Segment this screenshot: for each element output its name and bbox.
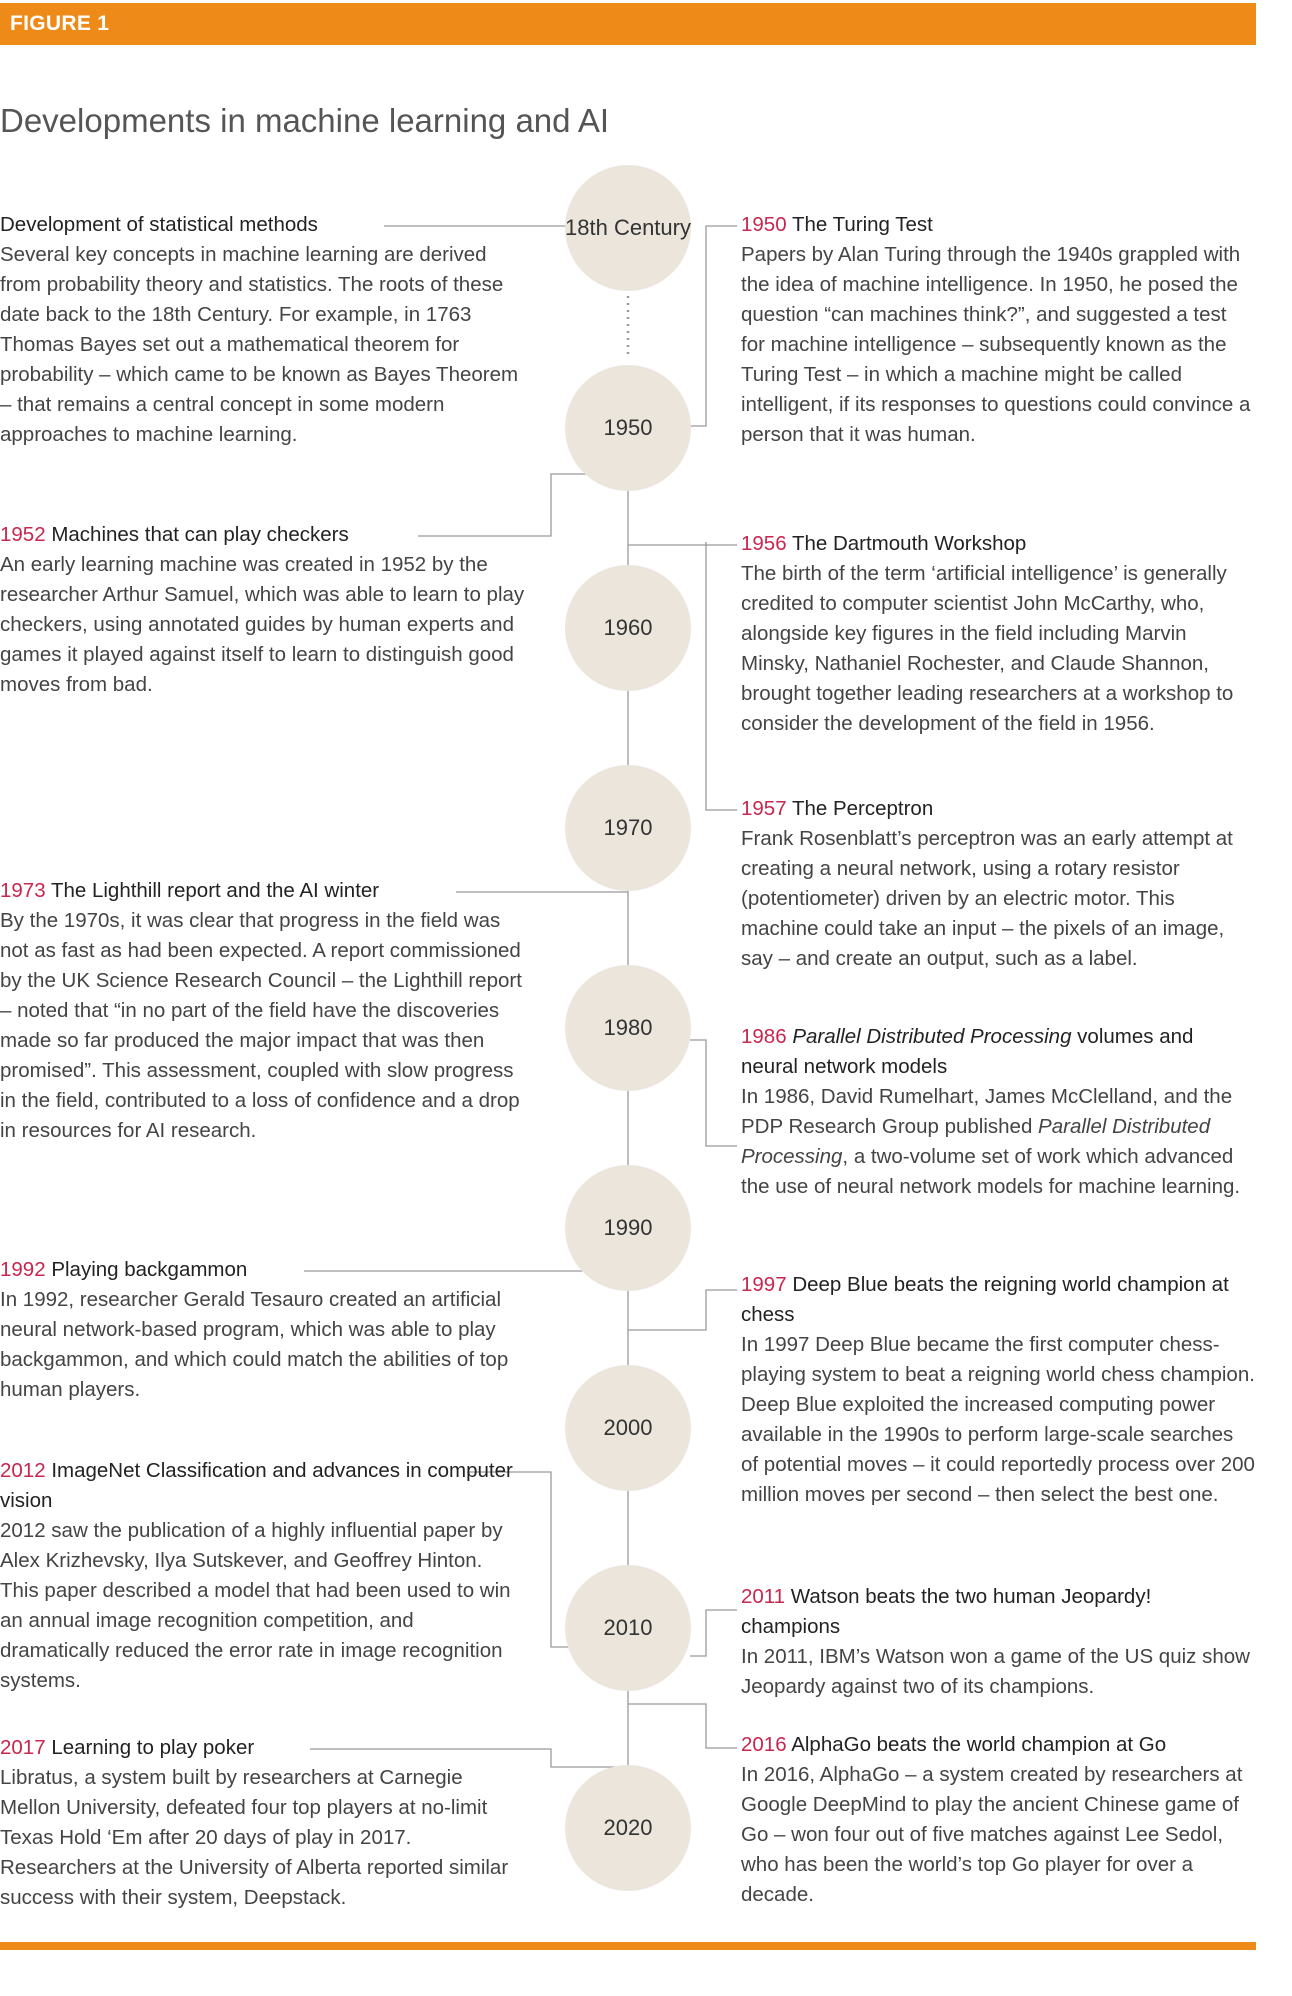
entry-body: In 1992, researcher Gerald Tesauro created an artificial neural network-based program, which was able to play backgammon, and which could match the abilities of top human players. [0,1288,509,1401]
timeline-node-2010: 2010 [565,1565,691,1691]
entry-1973-lighthill [0,876,530,1146]
bottom-rule [0,1942,1256,1950]
entry-1950-turing [741,210,1256,450]
conn-pdp [690,1040,737,1146]
entry-2012-imagenet [0,1456,525,1696]
entry-body: 2012 saw the publication of a highly influential paper by Alex Krizhevsky, Ilya Sutskever, and Geoffrey Hinton. This paper described a model that had been used to win an annual image recognition competition, and dramatically reduced the error rate in image recognition systems. [0,1519,511,1692]
entry-body: Papers by Alan Turing through the 1940s grappled with the idea of machine intelligence. In 1950, he posed the question “can machines think?”, and suggested a test for machine intelligence – subsequently known as the Turing Test – in which a machine might be called intelligent, if its responses to questions could convince a person that it was human. [741,243,1251,446]
entry-year: 2011 [741,1585,786,1608]
entry-heading: The Perceptron [791,797,934,820]
entry-body-pre: In 1986, David Rumelhart, James McClelland, and the PDP Research Group published [741,1085,1233,1138]
figure-title: Developments in machine learning and AI [0,102,610,140]
timeline-node-1980: 1980 [565,965,691,1091]
timeline-node-2020: 2020 [565,1765,691,1891]
entry-year: 1992 [0,1258,46,1281]
entry-body-post: , a two-volume set of work which advanced the use of neural network models for machine learning. [741,1145,1241,1198]
entry-2011-watson [741,1582,1256,1702]
entry-heading: Learning to play poker [51,1736,255,1759]
entry-heading: The Lighthill report and the AI winter [50,879,380,902]
entry-body: Libratus, a system built by researchers at Carnegie Mellon University, defeated four top players at no-limit Texas Hold ‘Em after 20 days of play in 2017. Researchers at the University of Alberta reported similar success with their system, Deepstack. [0,1766,509,1909]
entry-body: By the 1970s, it was clear that progress in the field was not as fast as had been expected. A report commissioned by the UK Science Research Council – the Lighthill report – noted that “in no part of the field have the discoveries made so far produced the major impact that was then promised”. This assessment, coupled with slow progress in the field, contributed to a loss of confidence and a drop in resources for AI research. [0,909,522,1142]
entry-2017-poker [0,1733,525,1913]
entry-heading: AlphaGo beats the world champion at Go [791,1733,1167,1756]
entry-body-italic: Parallel Distributed Processing [741,1115,1211,1168]
timeline-node-1950: 1950 [565,365,691,491]
entry-2016-alphago [741,1730,1256,1910]
entry-year: 2016 [741,1733,787,1756]
entry-heading: Development of statistical methods [0,213,318,236]
entry-1986-pdp [741,1022,1256,1202]
conn-perceptron [706,542,737,810]
entry-heading: Deep Blue beats the reigning world champion at chess [741,1273,1229,1326]
figure-label-banner: FIGURE 1 [0,3,1256,45]
timeline-node-1970: 1970 [565,765,691,891]
entry-heading: Playing backgammon [51,1258,248,1281]
conn-alphago [628,1704,737,1748]
entry-heading: The Turing Test [791,213,933,236]
entry-body: In 2016, AlphaGo – a system created by researchers at Google DeepMind to play the ancient Chinese game of Go – won four out of five matches against Lee Sedol, who has been the world’s top Go player for over a decade. [741,1763,1243,1906]
entry-1956-dartmouth [741,529,1256,739]
timeline-node-2000: 2000 [565,1365,691,1491]
entry-body: The birth of the term ‘artificial intelligence’ is generally credited to computer scientist John McCarthy, who, alongside key figures in the field including Marvin Minsky, Nathaniel Rochester, and Claude Shannon, brought together leading researchers at a workshop to consider the development of the field in 1956. [741,562,1234,735]
entry-year: 1952 [0,523,46,546]
entry-heading: Watson beats the two human Jeopardy! champions [741,1585,1152,1638]
entry-heading: The Dartmouth Workshop [791,532,1027,555]
entry-year: 2017 [0,1736,46,1759]
entry-1957-perceptron [741,794,1256,974]
entry-year: 2012 [0,1459,46,1482]
entry-1997-deep-blue [741,1270,1256,1510]
entry-body [741,1082,1256,1202]
entry-year: 1973 [0,879,46,902]
entry-1952-checkers [0,520,530,700]
entry-1992-backgammon [0,1255,515,1405]
entry-year: 1997 [741,1273,787,1296]
entry-body: Frank Rosenblatt’s perceptron was an early attempt at creating a neural network, using a rotary resistor (potentiometer) driven by an electric motor. This machine could take an input – the pixels of an image, say – and create an output, such as a label. [741,827,1233,970]
entry-body: In 1997 Deep Blue became the first computer chess-playing system to beat a reigning world chess champion. Deep Blue exploited the increased computing power available in the 1990s to perform large-scale searches of potential moves – it could reportedly process over 200 million moves per second – then select the best one. [741,1333,1255,1506]
entry-heading: volumes and neural network models [741,1025,1194,1078]
entry-year: 1956 [741,532,787,555]
entry-year: 1957 [741,797,787,820]
timeline-node-1990: 1990 [565,1165,691,1291]
timeline-node-1960: 1960 [565,565,691,691]
entry-body: In 2011, IBM’s Watson won a game of the US quiz show Jeopardy against two of its champions. [741,1645,1250,1698]
entry-heading: Machines that can play checkers [51,523,349,546]
entry-body: An early learning machine was created in 1952 by the researcher Arthur Samuel, which was able to learn to play checkers, using annotated guides by human experts and games it played against itself to learn to distinguish good moves from bad. [0,553,525,696]
timeline-node-18th-century: 18th Century [565,165,691,291]
entry-statistical-methods [0,210,520,450]
conn-deepblue [628,1290,737,1330]
conn-turing [690,226,737,426]
entry-heading: ImageNet Classification and advances in computer vision [0,1459,513,1512]
entry-heading-italic: Parallel Distributed Processing [792,1025,1072,1048]
entry-body: Several key concepts in machine learning are derived from probability theory and statistics. The roots of these date back to the 18th Century. For example, in 1763 Thomas Bayes set out a mathematical theorem for probability – which came to be known as Bayes Theorem – that remains a central concept in some modern approaches to machine learning. [0,243,519,446]
entry-year: 1950 [741,213,787,236]
conn-watson [690,1610,737,1656]
entry-year: 1986 [741,1025,787,1048]
